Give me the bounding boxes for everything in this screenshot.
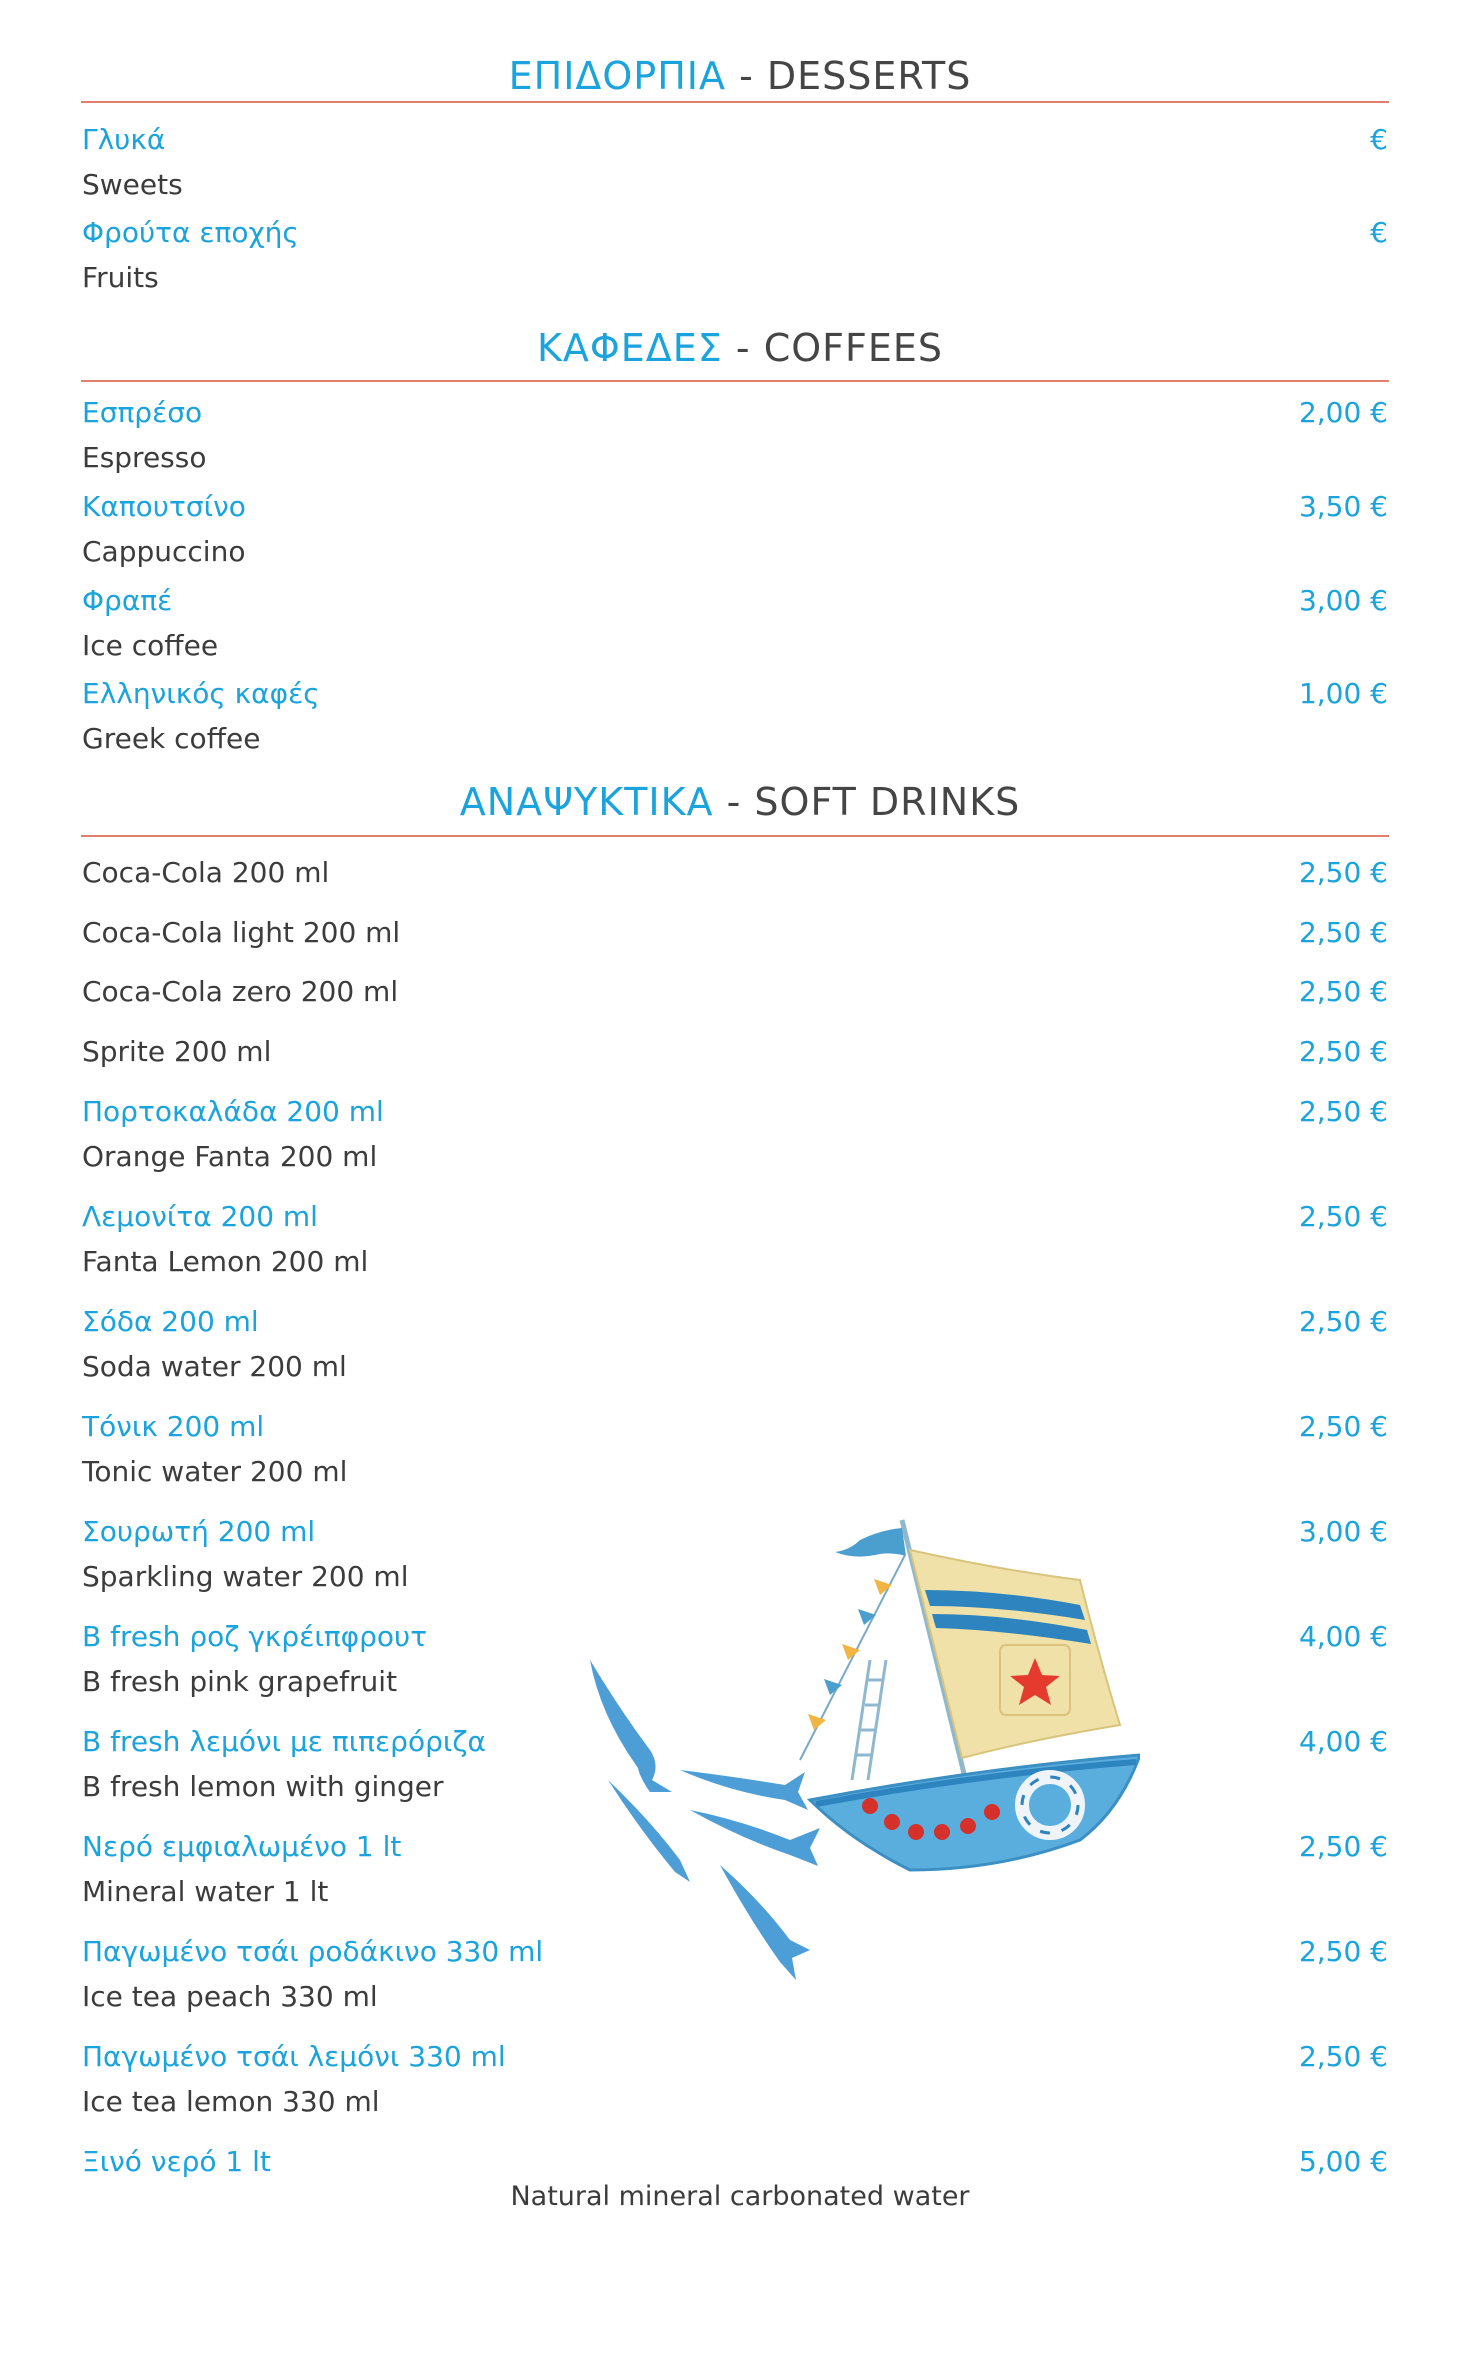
item-english-name: Mineral water 1 lt bbox=[82, 1875, 329, 1908]
section-title-english: SOFT DRINKS bbox=[754, 780, 1021, 824]
item-greek-name: Παγωμένο τσάι λεμόνι 330 ml bbox=[82, 2040, 506, 2073]
item-price: 2,50 € bbox=[1298, 1410, 1388, 1443]
item-price: 4,00 € bbox=[1298, 1725, 1388, 1758]
item-price: 2,00 € bbox=[1298, 396, 1388, 429]
item-greek-name: Φραπέ bbox=[82, 584, 173, 617]
section-divider bbox=[81, 380, 1389, 382]
item-greek-name: B fresh ροζ γκρέιπφρουτ bbox=[82, 1620, 428, 1653]
item-greek-name: Σουρωτή 200 ml bbox=[82, 1515, 316, 1548]
item-price: 3,50 € bbox=[1298, 490, 1388, 523]
section-title-desserts bbox=[0, 54, 1480, 98]
item-price: 3,00 € bbox=[1298, 1515, 1388, 1548]
item-price: 2,50 € bbox=[1298, 1830, 1388, 1863]
item-greek-name: Παγωμένο τσάι ροδάκινο 330 ml bbox=[82, 1935, 544, 1968]
item-price: 2,50 € bbox=[1298, 1095, 1388, 1128]
section-divider bbox=[81, 835, 1389, 837]
item-english-name: B fresh lemon with ginger bbox=[82, 1770, 444, 1803]
section-title-soft-drinks bbox=[0, 780, 1480, 824]
item-greek-name: Γλυκά bbox=[82, 123, 166, 156]
item-english-name: Greek coffee bbox=[82, 722, 261, 755]
item-price: € bbox=[1370, 123, 1388, 156]
item-price: 3,00 € bbox=[1298, 584, 1388, 617]
item-greek-name: Ελληνικός καφές bbox=[82, 677, 320, 710]
item-price: 2,50 € bbox=[1298, 2040, 1388, 2073]
item-english-name: Cappuccino bbox=[82, 535, 246, 568]
item-greek-name: Σόδα 200 ml bbox=[82, 1305, 259, 1338]
item-english-name: Ice tea peach 330 ml bbox=[82, 1980, 378, 2013]
item-english-name: Fruits bbox=[82, 261, 159, 294]
item-english-name: Fanta Lemon 200 ml bbox=[82, 1245, 369, 1278]
item-name: Sprite 200 ml bbox=[82, 1035, 272, 1068]
item-greek-name: Νερό εμφιαλωμένο 1 lt bbox=[82, 1830, 402, 1863]
item-price: € bbox=[1370, 216, 1388, 249]
item-greek-name: B fresh λεμόνι με πιπερόριζα bbox=[82, 1725, 487, 1758]
section-title-separator: - bbox=[722, 326, 764, 370]
item-price: 1,00 € bbox=[1298, 677, 1388, 710]
section-title-greek: ΑΝΑΨΥΚΤΙΚΑ bbox=[459, 780, 714, 824]
item-price: 2,50 € bbox=[1298, 1305, 1388, 1338]
item-name: Coca-Cola light 200 ml bbox=[82, 916, 401, 949]
item-english-name: Espresso bbox=[82, 441, 207, 474]
item-name: Coca-Cola zero 200 ml bbox=[82, 975, 399, 1008]
sailboat-and-fish-illustration bbox=[580, 1510, 1140, 2090]
item-price: 2,50 € bbox=[1298, 975, 1388, 1008]
item-price: 2,50 € bbox=[1298, 1935, 1388, 1968]
item-price: 5,00 € bbox=[1298, 2145, 1388, 2178]
item-english-name: Ice tea lemon 330 ml bbox=[82, 2085, 380, 2118]
item-greek-name: Λεμονίτα 200 ml bbox=[82, 1200, 318, 1233]
section-title-english: COFFEES bbox=[763, 326, 944, 370]
item-english-name: Orange Fanta 200 ml bbox=[82, 1140, 378, 1173]
item-english-name: Tonic water 200 ml bbox=[82, 1455, 348, 1488]
item-greek-name: Φρούτα εποχής bbox=[82, 216, 299, 249]
item-english-name: B fresh pink grapefruit bbox=[82, 1665, 398, 1698]
item-english-name: Ice coffee bbox=[82, 629, 219, 662]
section-divider bbox=[81, 101, 1389, 103]
item-price: 2,50 € bbox=[1298, 856, 1388, 889]
section-title-coffees bbox=[0, 326, 1480, 370]
item-greek-name: Πορτοκαλάδα 200 ml bbox=[82, 1095, 384, 1128]
item-english-name: Sparkling water 200 ml bbox=[82, 1560, 409, 1593]
item-greek-name: Καπουτσίνο bbox=[82, 490, 246, 523]
item-name: Coca-Cola 200 ml bbox=[82, 856, 330, 889]
item-english-name: Sweets bbox=[82, 168, 183, 201]
item-english-name: Soda water 200 ml bbox=[82, 1350, 347, 1383]
item-price: 4,00 € bbox=[1298, 1620, 1388, 1653]
item-greek-name: Εσπρέσο bbox=[82, 396, 203, 429]
item-note: Natural mineral carbonated water bbox=[510, 2181, 970, 2212]
item-greek-name: Τόνικ 200 ml bbox=[82, 1410, 265, 1443]
section-title-separator: - bbox=[713, 780, 755, 824]
item-price: 2,50 € bbox=[1298, 916, 1388, 949]
section-title-greek: ΕΠΙΔΟΡΠΙΑ bbox=[508, 54, 726, 98]
item-greek-name: Ξινό νερό 1 lt bbox=[82, 2145, 271, 2178]
item-price: 2,50 € bbox=[1298, 1200, 1388, 1233]
section-title-english: DESSERTS bbox=[766, 54, 972, 98]
item-price: 2,50 € bbox=[1298, 1035, 1388, 1068]
section-title-greek: ΚΑΦΕΔΕΣ bbox=[536, 326, 723, 370]
section-title-separator: - bbox=[726, 54, 767, 98]
